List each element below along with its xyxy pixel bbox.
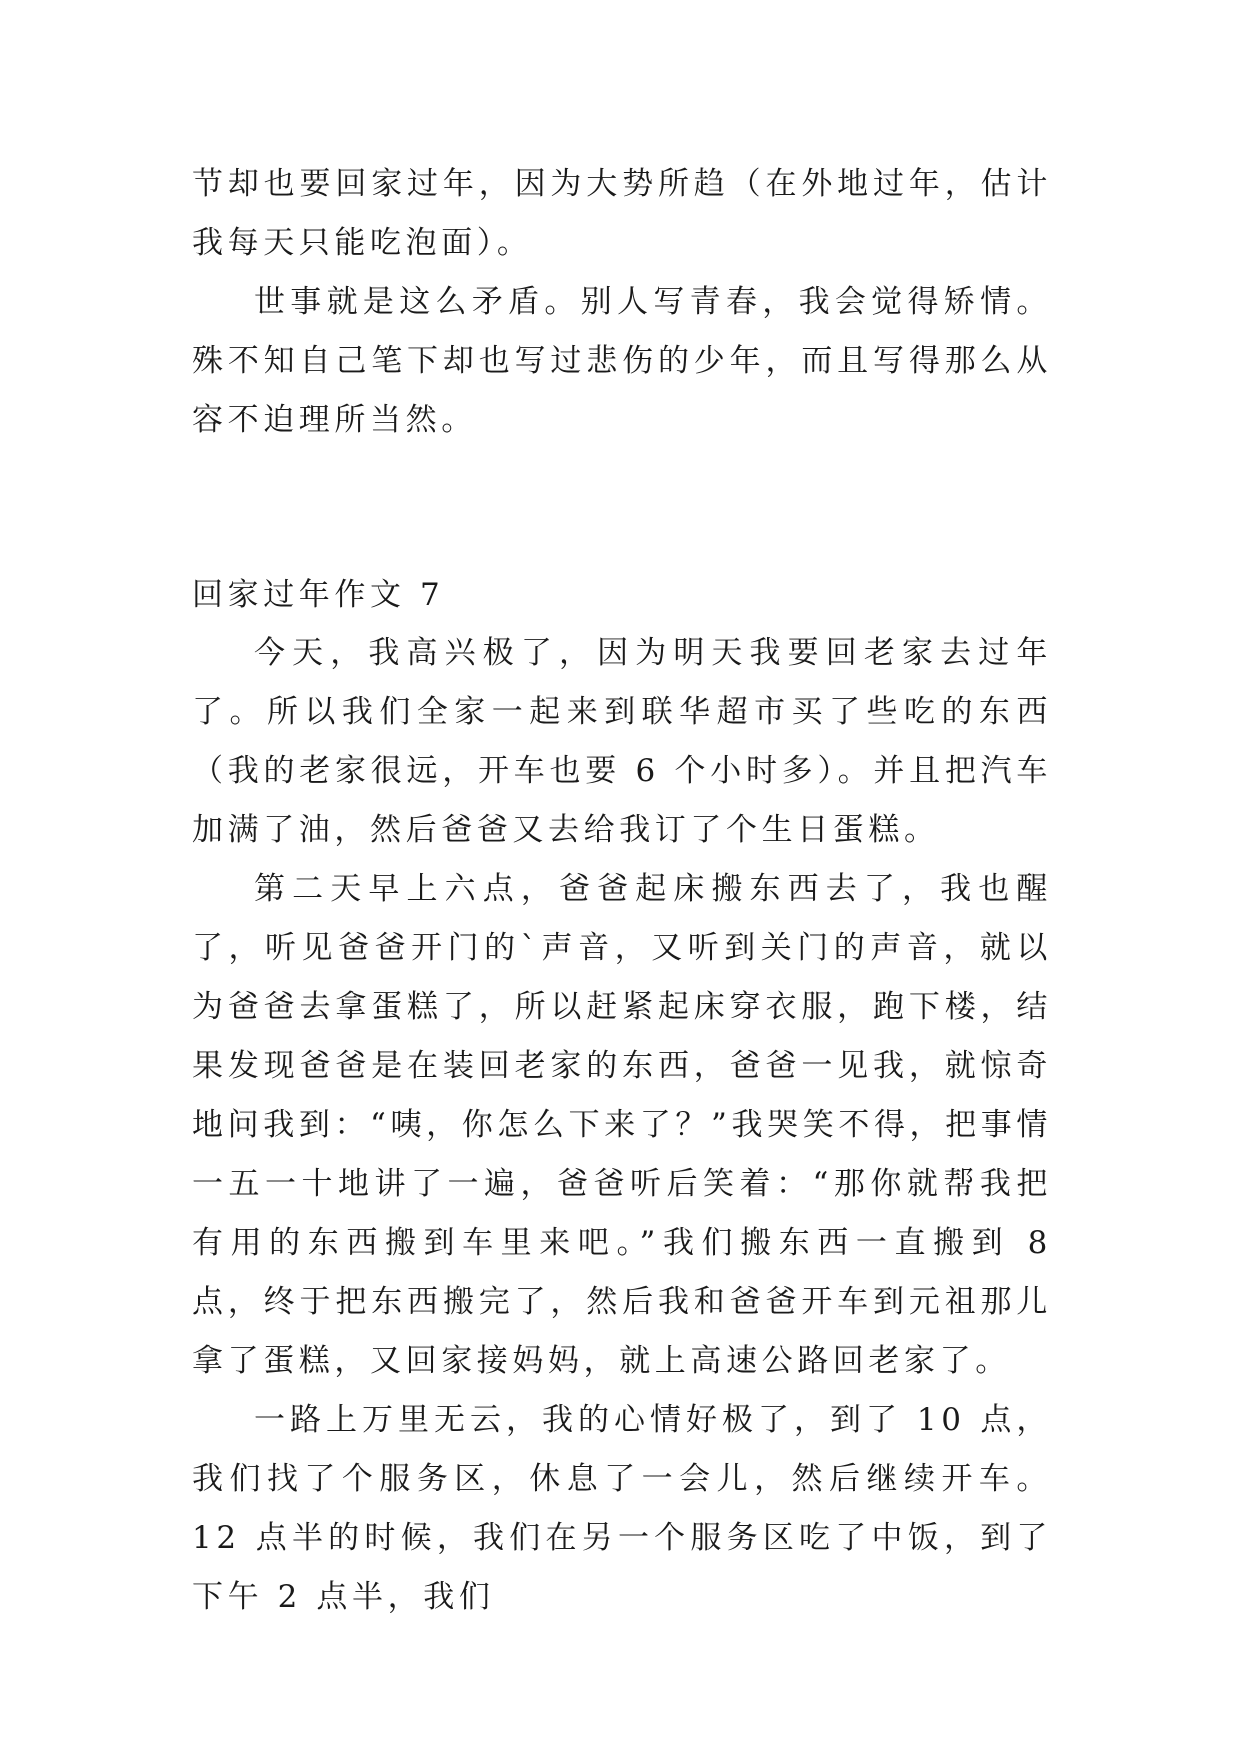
- paragraph: 第二天早上六点，爸爸起床搬东西去了，我也醒了，听见爸爸开门的`声音，又听到关门的声音，就以为爸爸去拿蛋糕了，所以赶紧起床穿衣服，跑下楼，结果发现爸爸是在装回老家的东西，爸爸一见我，就惊奇地问我到：“咦，你怎么下来了？”我哭笑不得，把事情一五一十地讲了一遍，爸爸听后笑着：“那你就帮我把有用的东西搬到车里来吧。”我们搬东西一直搬到 8 点，终于把东西搬完了，然后我和爸爸开车到元祖那儿拿了蛋糕，又回家接妈妈，就上高速公路回老家了。: [192, 871, 1052, 1379]
- paragraph-continuation: 节却也要回家过年，因为大势所趋（在外地过年，估计我每天只能吃泡面）。: [192, 166, 1052, 261]
- paragraph: 今天，我高兴极了，因为明天我要回老家去过年了。所以我们全家一起来到联华超市买了些吃的东西（我的老家很远，开车也要 6 个小时多）。并且把汽车加满了油，然后爸爸又去给我订了个生日蛋糕。: [192, 635, 1052, 848]
- essay-title: 回家过年作文 7: [192, 577, 445, 613]
- previous-essay-ending: [192, 155, 1052, 450]
- essay-body: [192, 624, 1052, 1627]
- paragraph: 一路上万里无云，我的心情好极了，到了 10 点，我们找了个服务区，休息了一会儿，然后继续开车。12 点半的时候，我们在另一个服务区吃了中饭，到了下午 2 点半，我们: [192, 1402, 1052, 1615]
- essay-heading-block: [192, 566, 1052, 625]
- paragraph: 世事就是这么矛盾。别人写青春，我会觉得矫情。殊不知自己笔下却也写过悲伤的少年，而且写得那么从容不迫理所当然。: [192, 284, 1052, 438]
